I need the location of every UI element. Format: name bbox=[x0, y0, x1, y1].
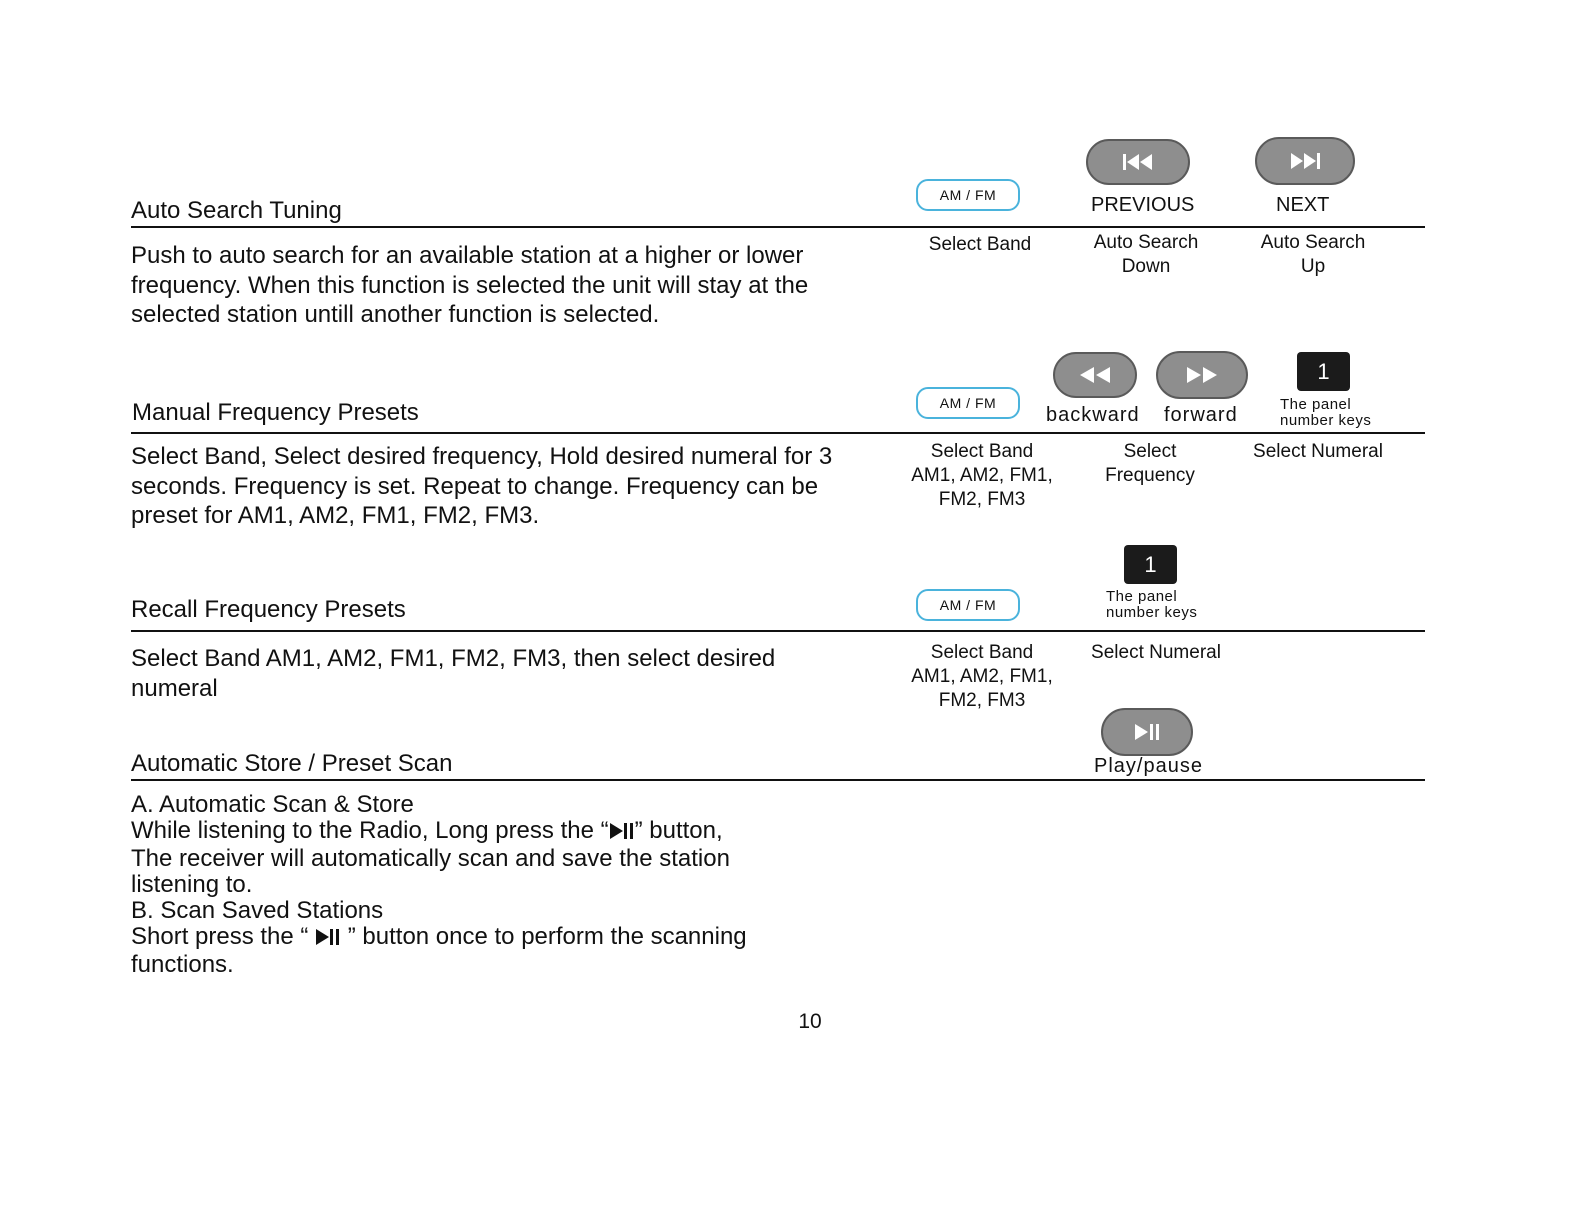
auto-store-instructions bbox=[131, 792, 851, 978]
heading-recall-frequency-presets: Recall Frequency Presets bbox=[131, 596, 406, 623]
caption-line: AM1, AM2, FM1, bbox=[911, 465, 1053, 486]
play-pause-button[interactable] bbox=[1101, 708, 1193, 756]
caption-line: Auto Search bbox=[1260, 232, 1366, 253]
step-a-title: A. Automatic Scan & Store bbox=[131, 791, 414, 818]
caption-select-band-list bbox=[906, 641, 1058, 713]
heading-auto-search-tuning: Auto Search Tuning bbox=[131, 197, 342, 224]
rewind-icon bbox=[1078, 366, 1112, 384]
previous-button[interactable] bbox=[1086, 139, 1190, 185]
step-a-line-1 bbox=[131, 818, 851, 846]
backward-button[interactable] bbox=[1053, 352, 1137, 398]
label-line: number keys bbox=[1280, 412, 1372, 429]
caption-line: FM2, FM3 bbox=[938, 489, 1026, 510]
step-b-title: B. Scan Saved Stations bbox=[131, 897, 384, 924]
backward-label: backward bbox=[1046, 404, 1140, 426]
label-line: The panel bbox=[1106, 588, 1178, 605]
text-span: ” button, bbox=[634, 817, 723, 844]
caption-select-frequency bbox=[1090, 440, 1210, 488]
panel-number-keys-label bbox=[1280, 397, 1371, 429]
play-pause-icon bbox=[315, 926, 341, 952]
number-key-1[interactable]: 1 bbox=[1124, 545, 1177, 584]
text-span: While listening to the Radio, Long press the “ bbox=[131, 817, 609, 844]
panel-number-keys-label bbox=[1106, 589, 1197, 621]
next-label: NEXT bbox=[1276, 194, 1330, 216]
caption-select-numeral: Select Numeral bbox=[1091, 642, 1221, 663]
step-a-line-3: listening to. bbox=[131, 871, 253, 898]
caption-line: FM2, FM3 bbox=[938, 690, 1026, 711]
caption-line: Up bbox=[1300, 256, 1326, 277]
divider bbox=[131, 432, 1425, 434]
recall-presets-description: Select Band AM1, AM2, FM1, FM2, FM3, then select desired numeral bbox=[131, 645, 776, 702]
caption-line: Select bbox=[1123, 441, 1177, 462]
caption-line: Auto Search bbox=[1093, 232, 1199, 253]
caption-select-band-list bbox=[906, 440, 1058, 512]
next-button[interactable] bbox=[1255, 137, 1355, 185]
caption-auto-search-down bbox=[1076, 231, 1216, 279]
divider bbox=[131, 630, 1425, 632]
caption-line: Select Band bbox=[930, 642, 1034, 663]
skip-next-icon bbox=[1289, 151, 1321, 171]
caption-select-numeral: Select Numeral bbox=[1253, 441, 1383, 462]
step-a-line-2: The receiver will automatically scan and save the station bbox=[131, 845, 730, 872]
play-pause-icon bbox=[609, 820, 635, 846]
text-span: Short press the “ bbox=[131, 923, 316, 950]
amfm-button[interactable]: AM / FM bbox=[916, 589, 1020, 621]
text-span: ” button once to perform the scanning bbox=[341, 923, 747, 950]
heading-manual-frequency-presets: Manual Frequency Presets bbox=[132, 399, 419, 426]
step-b-line-1 bbox=[131, 924, 851, 952]
forward-label: forward bbox=[1164, 404, 1238, 426]
caption-select-band: Select Band bbox=[928, 234, 1032, 255]
play-pause-label: Play/pause bbox=[1094, 755, 1203, 777]
amfm-button[interactable]: AM / FM bbox=[916, 179, 1020, 211]
fast-forward-icon bbox=[1185, 366, 1219, 384]
caption-line: AM1, AM2, FM1, bbox=[911, 666, 1053, 687]
number-key-1[interactable]: 1 bbox=[1297, 352, 1350, 391]
caption-line: Frequency bbox=[1105, 465, 1195, 486]
caption-line: Select Band bbox=[930, 441, 1034, 462]
previous-label: PREVIOUS bbox=[1091, 194, 1195, 216]
label-line: The panel bbox=[1280, 396, 1352, 413]
divider bbox=[131, 226, 1425, 228]
skip-previous-icon bbox=[1122, 152, 1154, 172]
amfm-button[interactable]: AM / FM bbox=[916, 387, 1020, 419]
caption-auto-search-up bbox=[1243, 231, 1383, 279]
step-b-line-2: functions. bbox=[131, 951, 234, 978]
divider bbox=[131, 779, 1425, 781]
manual-presets-description: Select Band, Select desired frequency, Hold desired numeral for 3 seconds. Frequency is set. Repeat to change. Frequency can be preset for AM1, AM2, FM1, FM2, FM3. bbox=[131, 443, 833, 529]
heading-automatic-store-preset-scan: Automatic Store / Preset Scan bbox=[131, 750, 453, 777]
caption-line: Down bbox=[1121, 256, 1171, 277]
auto-search-description: Push to auto search for an available station at a higher or lower frequency. When this function is selected the unit will stay at the selected station untill another function is selected. bbox=[131, 242, 809, 328]
play-pause-icon bbox=[1133, 722, 1161, 742]
page-number: 10 bbox=[798, 1010, 822, 1033]
label-line: number keys bbox=[1106, 604, 1198, 621]
forward-button[interactable] bbox=[1156, 351, 1248, 399]
